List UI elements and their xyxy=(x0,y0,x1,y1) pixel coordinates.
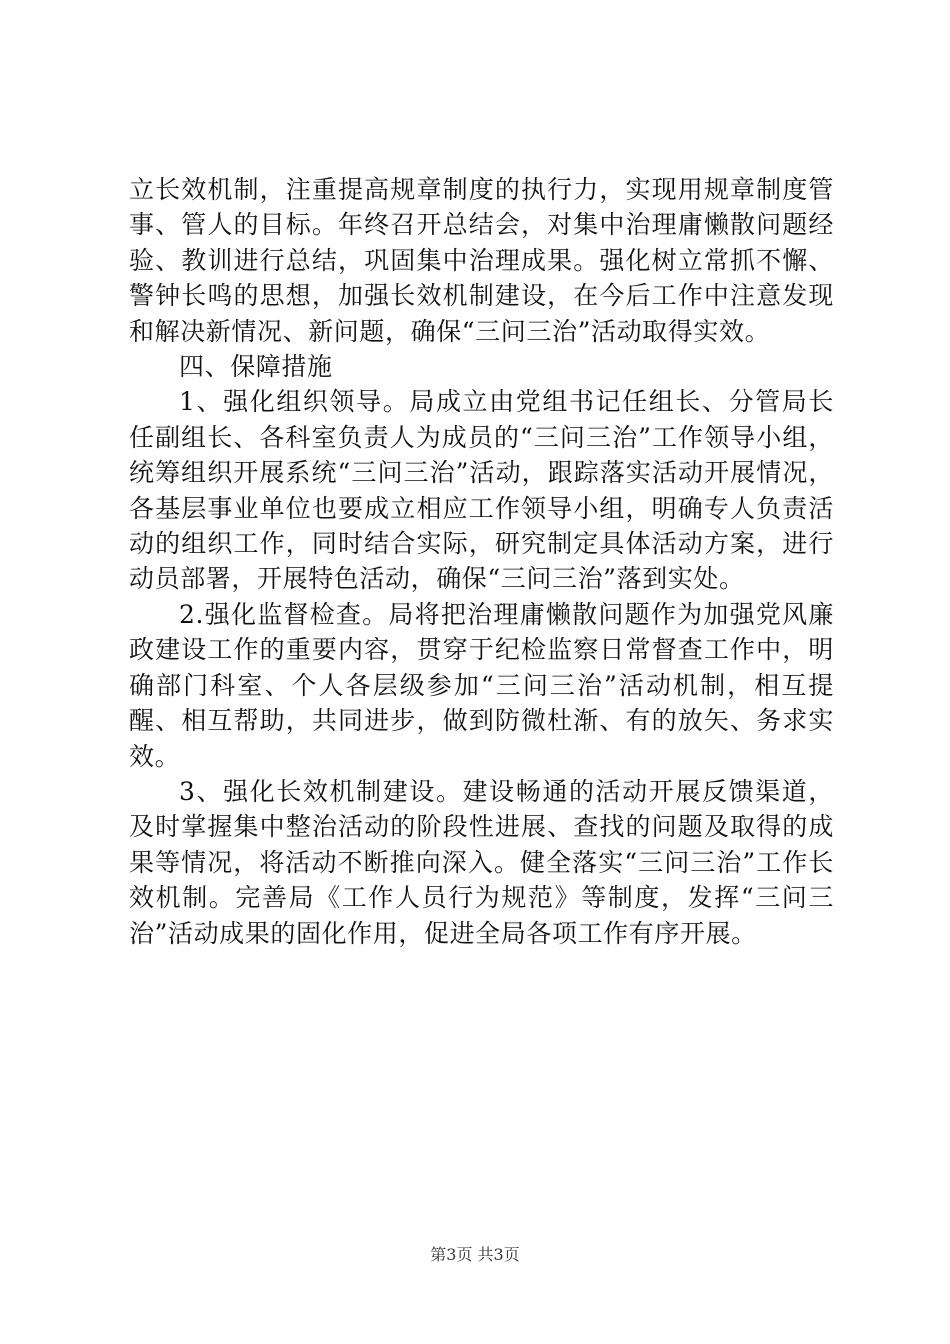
document-body xyxy=(129,172,834,951)
paragraph-continuation: 立长效机制，注重提高规章制度的执行力，实现用规章制度管事、管人的目标。年终召开总结会，对集中治理庸懒散问题经验、教训进行总结，巩固集中治理成果。强化树立常抓不懈、警钟长鸣的思想，加强长效机制建设，在今后工作中注意发现和解决新情况、新问题，确保“三问三治”活动取得实效。 xyxy=(129,175,834,346)
page-number-footer: 第3页 共3页 xyxy=(430,1245,520,1264)
paragraph-organization-leadership: 1、强化组织领导。局成立由党组书记任组长、分管局长任副组长、各科室负责人为成员的“三问三治”工作领导小组，统筹组织开展系统“三问三治”活动，跟踪落实活动开展情况，各基层事业单位也要成立相应工作领导小组，明确专人负责活动的组织工作，同时结合实际，研究制定具体活动方案，进行动员部署，开展特色活动，确保“三问三治”落到实处。 xyxy=(129,387,834,594)
section-heading-safeguards: 四、保障措施 xyxy=(179,352,333,382)
paragraph-supervision-inspection: 2.强化监督检查。局将把治理庸懒散问题作为加强党风廉政建设工作的重要内容，贯穿于纪检监察日常督查工作中，明确部门科室、个人各层级参加“三问三治”活动机制，相互提醒、相互帮助，共同进步，做到防微杜渐、有的放矢、务求实效。 xyxy=(129,599,834,771)
paragraph-long-term-mechanism: 3、强化长效机制建设。建设畅通的活动开展反馈渠道，及时掌握集中整治活动的阶段性进展、查找的问题及取得的成果等情况，将活动不断推向深入。健全落实“三问三治”工作长效机制。完善局《工作人员行为规范》等制度，发挥“三问三治”活动成果的固化作用，促进全局各项工作有序开展。 xyxy=(129,776,834,948)
